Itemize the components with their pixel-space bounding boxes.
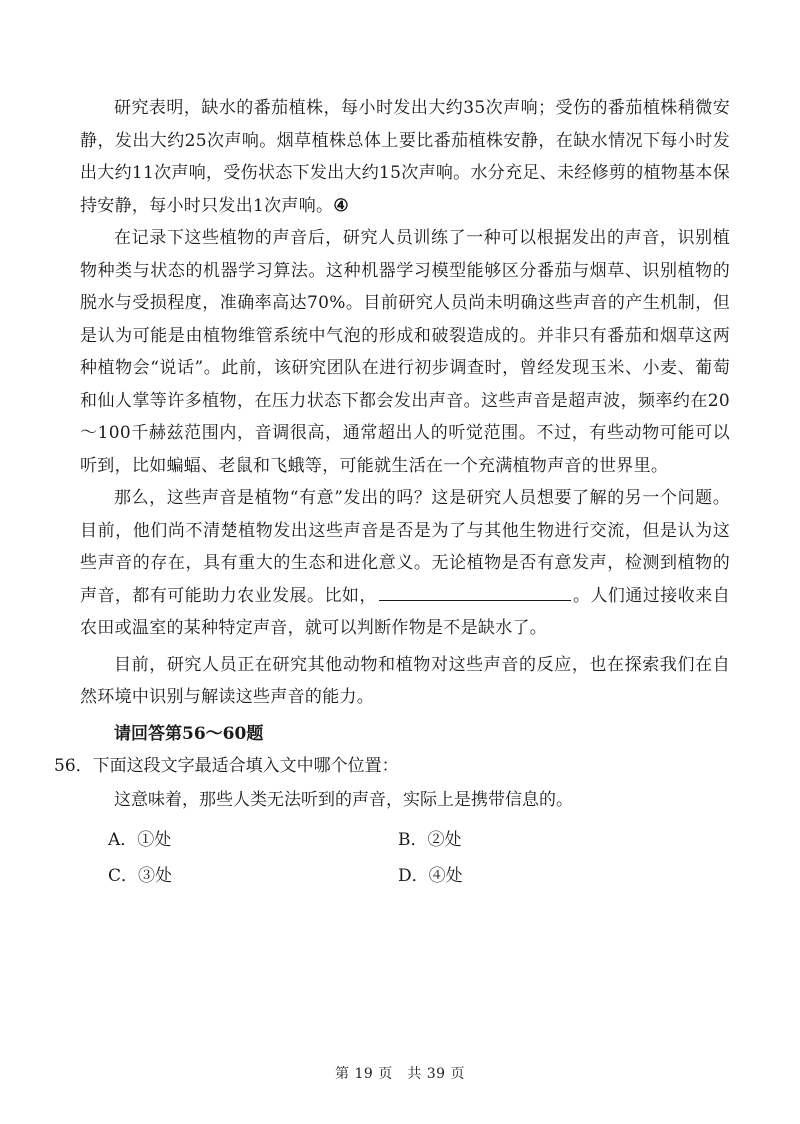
position-marker-4: ④ xyxy=(333,195,349,216)
answer-options xyxy=(108,822,730,894)
paragraph-3-text-after: 。人们通过接收来自农田或温室的某种特定声音，就可以判断作物是不是缺水了。 xyxy=(80,585,730,638)
option-c: C．③处 xyxy=(108,865,173,886)
page-content xyxy=(54,92,730,894)
passage-paragraph-2: 在记录下这些植物的声音后，研究人员训练了一种可以根据发出的声音，识别植物种类与状态的机器学习算法。这种机器学习模型能够区分番茄与烟草、识别植物的脱水与受损程度，准确率高达70%。目前研究人员尚未明确这些声音的产生机制，但是认为可能是由植物维管系统中气泡的形成和破裂造成的。并非只有番茄和烟草这两种植物会“说话”。此前，该研究团队在进行初步调查时，曾经发现玉米、小麦、葡萄和仙人掌等许多植物，在压力状态下都会发出声音。这些声音是超声波，频率约在20～100千赫兹范围内，音调很高，通常超出人的听觉范围。不过，有些动物可能可以听到，比如蝙蝠、老鼠和飞蛾等，可能就生活在一个充满植物声音的世界里。 xyxy=(80,228,730,476)
paragraph-3-text-before: 那么，这些声音是植物“有意”发出的吗？这是研究人员想要了解的另一个问题。目前，他们尚不清楚植物发出这些声音是否是为了与其他生物进行交流，但是认为这些声音的存在，具有重大的生态和进化意义。无论植物是否有意发声，检测到植物的声音，都有可能助力农业发展。比如， xyxy=(80,488,730,606)
paragraph-1-text: 研究表明，缺水的番茄植株，每小时发出大约35次声响；受伤的番茄植株稍微安静，发出大约25次声响。烟草植株总体上要比番茄植株安静，在缺水情况下每小时发出大约11次声响，受伤状态下发出大约15次声响。水分充足、未经修剪的植物基本保持安静，每小时只发出1次声响。 xyxy=(80,98,730,216)
question-56-quote: 这意味着，那些人类无法听到的声音，实际上是携带信息的。 xyxy=(114,789,573,810)
section-header: 请回答第56～60题 xyxy=(114,723,264,744)
option-d: D．④处 xyxy=(398,865,463,886)
passage-paragraph-3 xyxy=(80,482,730,645)
passage-paragraph-4: 目前，研究人员正在研究其他动物和植物对这些声音的反应，也在探索我们在自然环境中识别与解读这些声音的能力。 xyxy=(80,654,730,707)
option-b: B．②处 xyxy=(398,829,462,850)
option-a: A．①处 xyxy=(108,829,172,850)
passage-paragraph-1 xyxy=(80,92,730,222)
page-footer: 第 19 页 共 39 页 xyxy=(335,1066,465,1082)
question-56: 56．下面这段文字最适合填入文中哪个位置： xyxy=(54,755,399,776)
fill-in-blank xyxy=(379,580,571,601)
